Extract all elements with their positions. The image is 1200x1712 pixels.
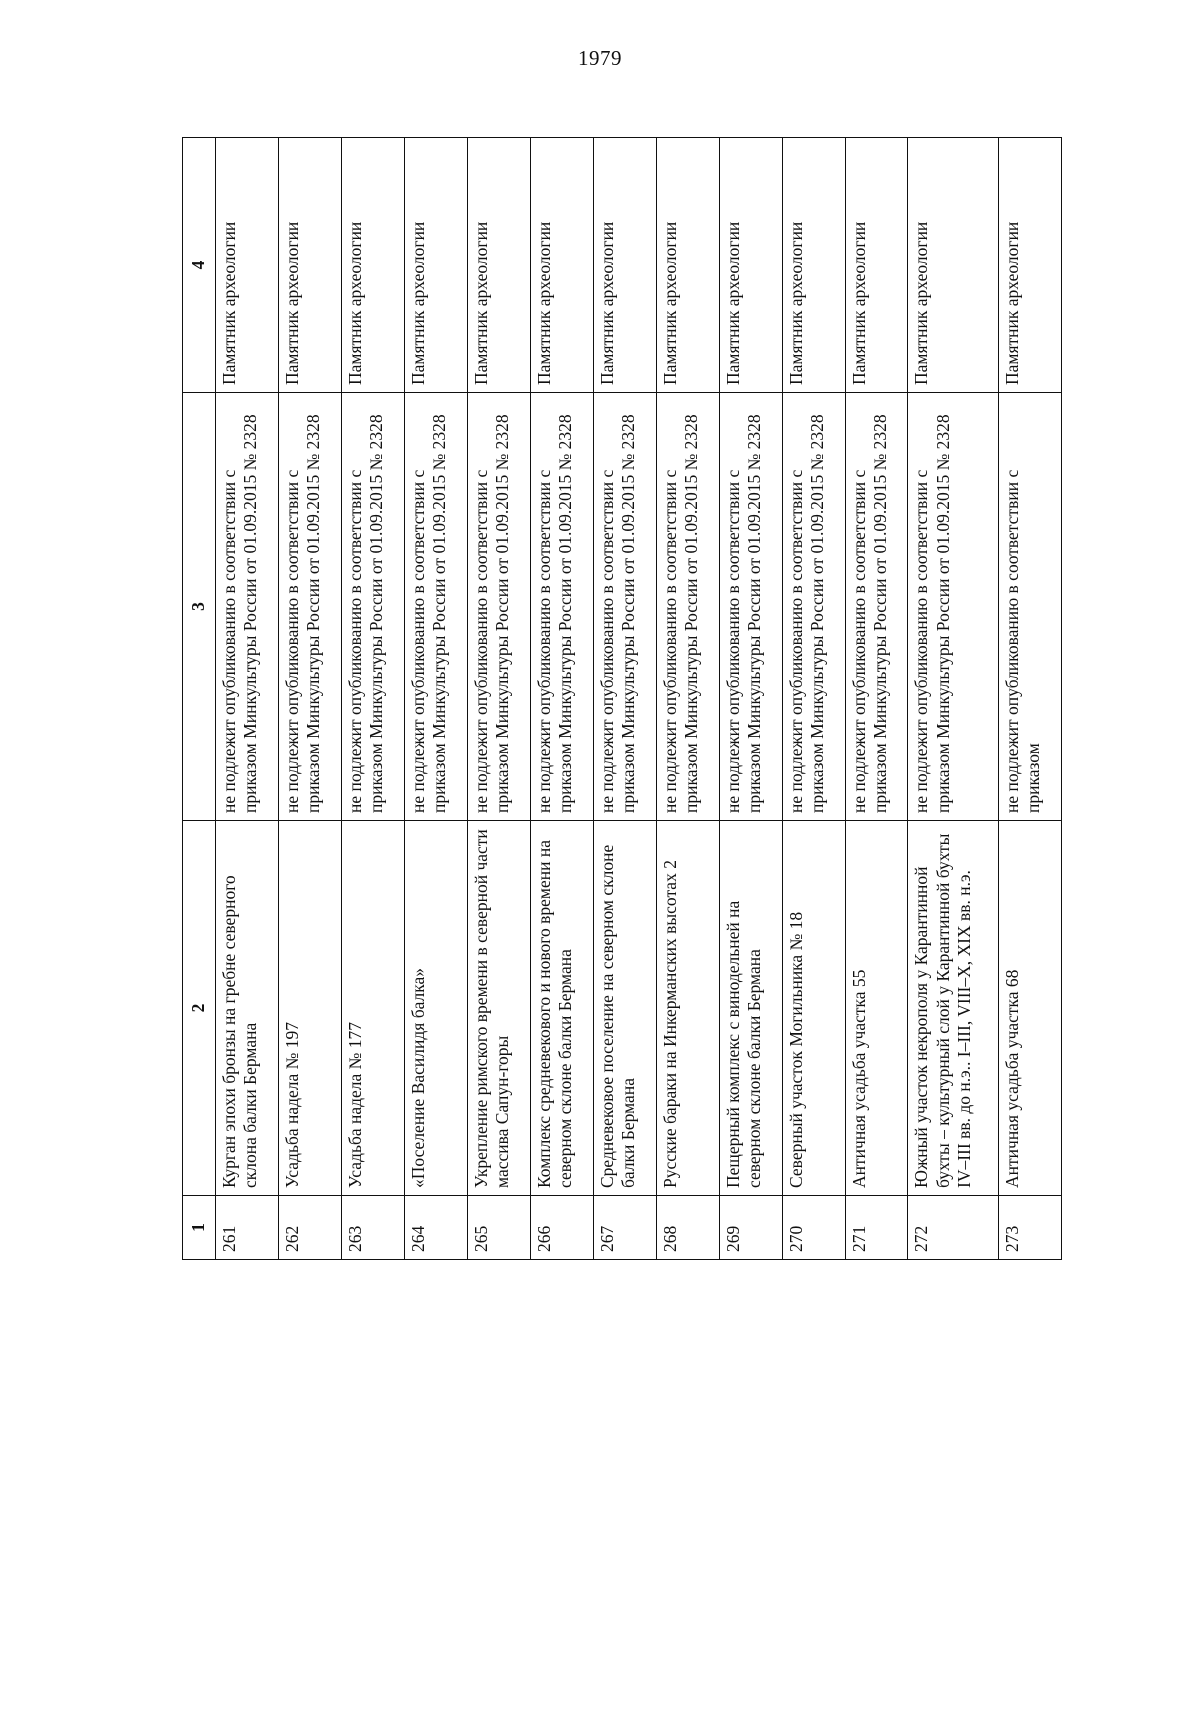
- row-number: 262: [278, 1196, 341, 1260]
- table-row: [530, 138, 593, 1260]
- table-row: [216, 138, 279, 1260]
- object-category: Памятник археологии: [404, 138, 467, 393]
- row-number: 269: [719, 1196, 782, 1260]
- row-number: 263: [341, 1196, 404, 1260]
- row-number: 273: [999, 1196, 1062, 1260]
- object-category: Памятник археологии: [467, 138, 530, 393]
- object-name: Русские бараки на Инкерманских высотах 2: [656, 821, 719, 1196]
- table-row: [845, 138, 908, 1260]
- publication-status: не подлежит опубликованию в соответствии с приказом Минкультуры России от 01.09.2015 № 2328: [845, 393, 908, 821]
- row-number: 272: [908, 1196, 999, 1260]
- page-number: 1979: [578, 46, 622, 70]
- object-name: Пещерный комплекс с винодельней на северном склоне балки Бермана: [719, 821, 782, 1196]
- publication-status: не подлежит опубликованию в соответствии с приказом Минкультуры России от 01.09.2015 № 2328: [278, 393, 341, 821]
- object-category: Памятник археологии: [719, 138, 782, 393]
- object-category: Памятник археологии: [656, 138, 719, 393]
- table-header-row: [183, 138, 216, 1260]
- object-name: «Поселение Василидя балка»: [404, 821, 467, 1196]
- publication-status: не подлежит опубликованию в соответствии с приказом Минкультуры России от 01.09.2015 № 2328: [530, 393, 593, 821]
- object-name: Усадьба надела № 177: [341, 821, 404, 1196]
- column-header-3: 3: [183, 393, 216, 821]
- object-category: Памятник археологии: [341, 138, 404, 393]
- object-category: Памятник археологии: [278, 138, 341, 393]
- table-row: [908, 138, 999, 1260]
- object-name: Укрепление римского времени в северной части массива Сапун-горы: [467, 821, 530, 1196]
- publication-status: не подлежит опубликованию в соответствии с приказом: [999, 393, 1062, 821]
- object-category: Памятник археологии: [530, 138, 593, 393]
- object-name: Южный участок некрополя у Карантинной бухты – культурный слой у Карантинной бухты IV–III вв. до н.э.. I–III, VIII–X, XIX вв. н.э.: [908, 821, 999, 1196]
- object-name: Средневековое поселение на северном склоне балки Бермана: [593, 821, 656, 1196]
- table-row: [719, 138, 782, 1260]
- table-row: [341, 138, 404, 1260]
- row-number: 268: [656, 1196, 719, 1260]
- column-header-4: 4: [183, 138, 216, 393]
- object-name: Комплекс средневекового и нового времени на северном склоне балки Бермана: [530, 821, 593, 1196]
- publication-status: не подлежит опубликованию в соответствии с приказом Минкультуры России от 01.09.2015 № 2328: [719, 393, 782, 821]
- publication-status: не подлежит опубликованию в соответствии с приказом Минкультуры России от 01.09.2015 № 2328: [593, 393, 656, 821]
- table-row: [656, 138, 719, 1260]
- row-number: 270: [782, 1196, 845, 1260]
- row-number: 264: [404, 1196, 467, 1260]
- object-name: Усадьба надела № 197: [278, 821, 341, 1196]
- table-row: [404, 138, 467, 1260]
- object-category: Памятник археологии: [999, 138, 1062, 393]
- publication-status: не подлежит опубликованию в соответствии с приказом Минкультуры России от 01.09.2015 № 2328: [216, 393, 279, 821]
- table-row: [278, 138, 341, 1260]
- row-number: 266: [530, 1196, 593, 1260]
- table-row: [782, 138, 845, 1260]
- heritage-register-table: [182, 137, 1062, 1260]
- publication-status: не подлежит опубликованию в соответствии с приказом Минкультуры России от 01.09.2015 № 2328: [341, 393, 404, 821]
- table-row: [467, 138, 530, 1260]
- object-name: Античная усадьба участка 68: [999, 821, 1062, 1196]
- object-category: Памятник археологии: [216, 138, 279, 393]
- object-category: Памятник археологии: [845, 138, 908, 393]
- column-header-2: 2: [183, 821, 216, 1196]
- row-number: 261: [216, 1196, 279, 1260]
- column-header-1: 1: [183, 1196, 216, 1260]
- table-row: [999, 138, 1062, 1260]
- object-name: Античная усадьба участка 55: [845, 821, 908, 1196]
- publication-status: не подлежит опубликованию в соответствии с приказом Минкультуры России от 01.09.2015 № 2328: [467, 393, 530, 821]
- publication-status: не подлежит опубликованию в соответствии с приказом Минкультуры России от 01.09.2015 № 2328: [656, 393, 719, 821]
- table-row: [593, 138, 656, 1260]
- object-category: Памятник археологии: [593, 138, 656, 393]
- row-number: 267: [593, 1196, 656, 1260]
- publication-status: не подлежит опубликованию в соответствии с приказом Минкультуры России от 01.09.2015 № 2328: [404, 393, 467, 821]
- publication-status: не подлежит опубликованию в соответствии с приказом Минкультуры России от 01.09.2015 № 2328: [782, 393, 845, 821]
- object-category: Памятник археологии: [908, 138, 999, 393]
- row-number: 271: [845, 1196, 908, 1260]
- object-name: Северный участок Могильника № 18: [782, 821, 845, 1196]
- row-number: 265: [467, 1196, 530, 1260]
- rotated-table-wrapper: [182, 138, 1062, 1260]
- object-category: Памятник археологии: [782, 138, 845, 393]
- publication-status: не подлежит опубликованию в соответствии с приказом Минкультуры России от 01.09.2015 № 2328: [908, 393, 999, 821]
- object-name: Курган эпохи бронзы на гребне северного склона балки Бермана: [216, 821, 279, 1196]
